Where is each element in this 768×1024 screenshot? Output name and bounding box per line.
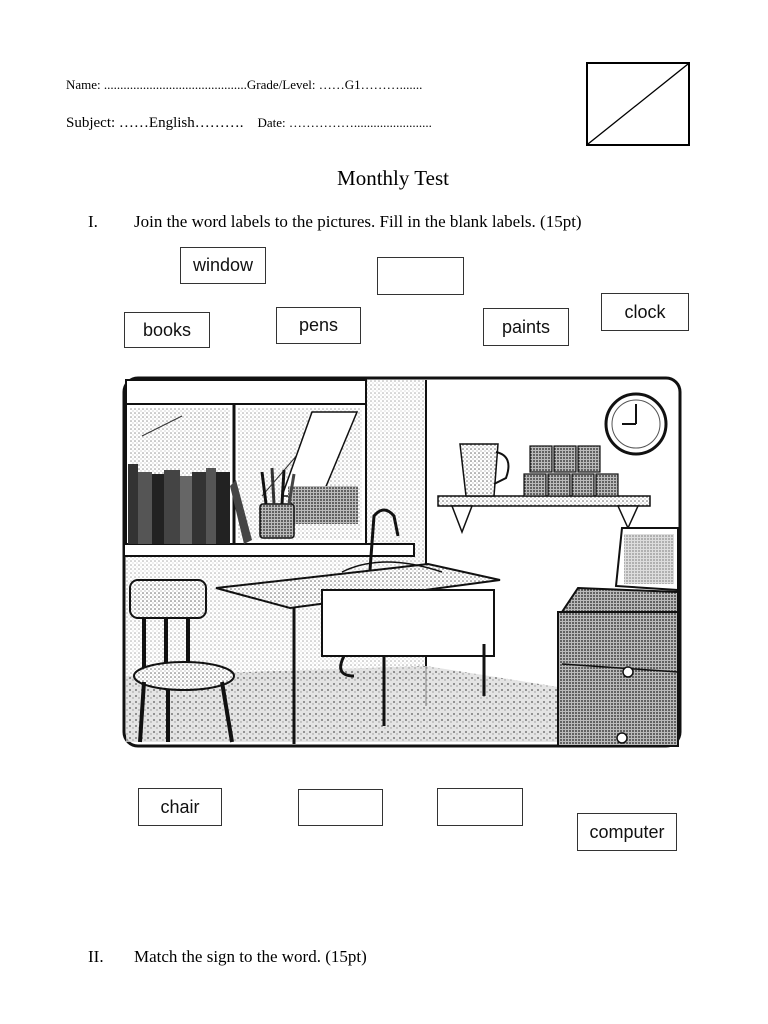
score-box bbox=[586, 62, 690, 146]
clock-picture bbox=[606, 394, 666, 454]
label-chair: chair bbox=[138, 788, 222, 826]
label-computer: computer bbox=[577, 813, 677, 851]
blank-label-top[interactable] bbox=[377, 257, 464, 295]
subject-field bbox=[66, 115, 432, 132]
name-field bbox=[66, 77, 422, 93]
kitchen-scene-illustration bbox=[122, 376, 682, 748]
subject-label: Subject: ……English………. bbox=[66, 115, 244, 131]
page-title: Monthly Test bbox=[337, 166, 449, 190]
score-diagonal bbox=[588, 64, 688, 144]
grade-label: Grade/Level: ……G1………....... bbox=[246, 77, 423, 92]
label-window: window bbox=[180, 247, 266, 284]
label-books: books bbox=[124, 312, 210, 348]
question-1-text: Join the word labels to the pictures. Fill in the blank labels. (15pt) bbox=[134, 212, 582, 231]
name-label: Name: ............................................ bbox=[66, 77, 247, 92]
question-2-number: II. bbox=[88, 947, 104, 966]
blank-label-bottom-1[interactable] bbox=[298, 789, 383, 826]
date-label: Date: ……………........................ bbox=[257, 115, 432, 130]
question-2-text: Match the sign to the word. (15pt) bbox=[134, 947, 367, 966]
label-clock: clock bbox=[601, 293, 689, 331]
question-1-number: I. bbox=[88, 212, 98, 231]
blank-label-bottom-2[interactable] bbox=[437, 788, 523, 826]
label-pens: pens bbox=[276, 307, 361, 344]
label-paints: paints bbox=[483, 308, 569, 346]
